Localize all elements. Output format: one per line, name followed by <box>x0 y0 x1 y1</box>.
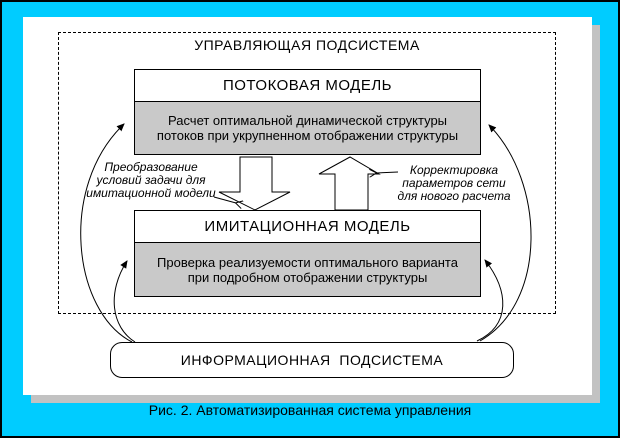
right-annotation <box>374 164 534 203</box>
flow-model-body-line2: потоков при укрупненном отображении структуры <box>156 128 459 143</box>
simulation-model-title: ИМИТАЦИОННАЯ МОДЕЛЬ <box>204 218 411 235</box>
figure-caption: Рис. 2. Автоматизированная система управления <box>148 402 472 418</box>
flow-model-body <box>135 101 480 154</box>
information-subsystem-label: ИНФОРМАЦИОННАЯ ПОДСИСТЕМА <box>180 352 444 368</box>
left-annotation-line3: имитационной модели <box>86 186 216 200</box>
right-annotation-line2: параметров сети <box>402 176 506 190</box>
right-annotation-line1: Корректировка <box>409 163 499 177</box>
flow-model-box <box>134 69 481 155</box>
information-subsystem-box <box>110 342 514 378</box>
simulation-model-body-line1: Проверка реализуемости оптимального варианта <box>157 254 458 270</box>
flow-model-title: ПОТОКОВАЯ МОДЕЛЬ <box>222 77 393 94</box>
right-annotation-line3: для нового расчета <box>397 189 511 203</box>
simulation-model-box <box>134 210 481 297</box>
simulation-model-body-line2: при подробном отображении структуры <box>187 269 428 285</box>
simulation-model-body <box>135 242 480 296</box>
control-subsystem-label: УПРАВЛЯЮЩАЯ ПОДСИСТЕМА <box>194 37 420 53</box>
left-annotation-line2: условий задачи для <box>96 173 206 187</box>
diagram-panel <box>23 17 592 395</box>
flow-model-body-line1: Расчет оптимальной динамической структуры <box>167 113 448 128</box>
left-annotation <box>73 161 229 200</box>
left-annotation-line1: Преобразование <box>104 160 198 174</box>
